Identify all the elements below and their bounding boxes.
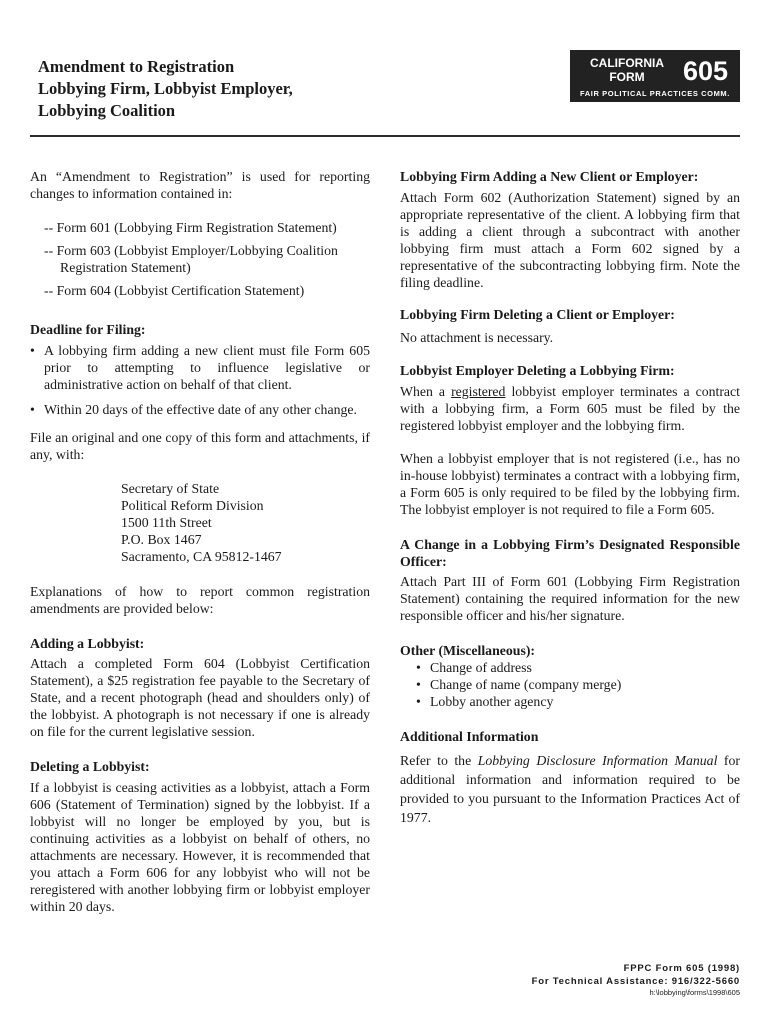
footer-assistance: For Technical Assistance: 916/322-5660 — [531, 976, 740, 987]
unregistered-employer-text: When a lobbyist employer that is not registered (i.e., has no in-house lobbyist) terminates a contract with a lobbying firm, a Form 605 is only required to be filed by the lobbying firm. The lobbyist employer is not required to file a Form 605. — [400, 451, 740, 517]
right-column — [400, 168, 740, 827]
employer-deleting-text: When a registered lobbyist employer terminates a contract with a lobbying firm, a Form 605 must be filed by the registered lobbyist employer and the lobbying firm. — [400, 384, 741, 433]
list-item: -- Form 603 (Lobbyist Employer/Lobbying Coalition Registration Statement) — [44, 243, 338, 275]
form-list — [30, 219, 370, 299]
other-list — [400, 659, 740, 710]
deadline-heading: Deadline for Filing: — [30, 322, 146, 337]
deadline-list — [30, 342, 370, 418]
left-column — [30, 168, 370, 915]
other-heading: Other (Miscellaneous): — [400, 643, 536, 658]
list-item: -- Form 601 (Lobbying Firm Registration Statement) — [44, 220, 337, 235]
title-line: Amendment to Registration — [38, 57, 235, 76]
form-number-badge — [570, 50, 740, 102]
list-item: • Change of name (company merge) — [400, 676, 740, 693]
adding-client-text: Attach Form 602 (Authorization Statement) signed by an appropriate representative of the client. A lobbying firm that is adding a client through a subcontract with another lobbying firm must attach a Form 602 signed by a representative of the subcontracting lobbying firm. Note the filing deadline. — [400, 190, 740, 290]
list-item: • Change of address — [400, 659, 740, 676]
title-line: Lobbying Firm, Lobbyist Employer, — [38, 79, 293, 98]
deleting-lobbyist-text: If a lobbyist is ceasing activities as a lobbyist, attach a Form 606 (Statement of Termination) signed by the lobbyist. If a lobbyist will no longer be employed by you, but is continuing activities as a lobbyist on behalf of others, no attachments are necessary. However, it is recommended that you attach a Form 606 for any lobbyist who will not be reregistered with another lobbying firm or lobbyist employer within 20 days. — [30, 780, 370, 914]
list-item: • Lobby another agency — [400, 693, 740, 710]
badge-form-number: 605 — [682, 56, 728, 86]
badge-state-label: CALIFORNIA FORM — [590, 56, 664, 84]
employer-deleting-heading: Lobbyist Employer Deleting a Lobbying Firm: — [400, 363, 675, 378]
deleting-client-text: No attachment is necessary. — [400, 330, 554, 345]
registered-emphasis: registered — [451, 384, 506, 399]
page-footer — [532, 962, 740, 998]
list-item: • A lobbying firm adding a new client must file Form 605 prior to attempting to influence legislative or administrative action on behalf of that client. — [30, 342, 370, 393]
header-divider — [30, 135, 740, 137]
deleting-lobbyist-heading: Deleting a Lobbyist: — [30, 759, 150, 774]
intro-text: An “Amendment to Registration” is used for reporting changes to information contained in: — [30, 169, 370, 201]
adding-client-heading: Lobbying Firm Adding a New Client or Employer: — [400, 169, 699, 184]
form-title — [38, 56, 478, 122]
adding-lobbyist-text: Attach a completed Form 604 (Lobbyist Certification Statement), a $25 registration fee payable to the Secretary of State, and a recent photograph (head and shoulders only) of the lobbyist. A photograph is not necessary if one is already on file for the current legislative session. — [30, 656, 370, 739]
footer-form-ref: FPPC Form 605 (1998) — [623, 963, 740, 974]
list-item: -- Form 604 (Lobbyist Certification Statement) — [44, 283, 305, 298]
officer-change-text: Attach Part III of Form 601 (Lobbying Firm Registration Statement) containing the required information for the new responsible officer and his/her signature. — [400, 574, 740, 623]
adding-lobbyist-heading: Adding a Lobbyist: — [30, 636, 145, 651]
officer-change-heading: A Change in a Lobbying Firm’s Designated Responsible Officer: — [400, 537, 740, 569]
list-item: • Within 20 days of the effective date of any other change. — [30, 401, 370, 418]
additional-info-heading: Additional Information — [400, 729, 539, 744]
badge-agency: FAIR POLITICAL PRACTICES COMM. — [580, 89, 730, 98]
deleting-client-heading: Lobbying Firm Deleting a Client or Employer: — [400, 307, 675, 322]
footer-file-path: h:\lobbying\forms\1998\605 — [649, 988, 740, 997]
file-instructions: File an original and one copy of this form and attachments, if any, with: — [30, 430, 370, 462]
title-line: Lobbying Coalition — [38, 101, 176, 120]
mailing-address: Secretary of State Political Reform Division 1500 11th Street P.O. Box 1467 Sacramento, CA 95812-1467 — [121, 481, 282, 564]
additional-info-text: Refer to the Lobbying Disclosure Information Manual for additional information and information required to be provided to you pursuant to the Information Practices Act of 1977. — [400, 753, 740, 825]
explanations-text: Explanations of how to report common registration amendments are provided below: — [30, 584, 370, 616]
manual-title: Lobbying Disclosure Information Manual — [477, 753, 718, 768]
